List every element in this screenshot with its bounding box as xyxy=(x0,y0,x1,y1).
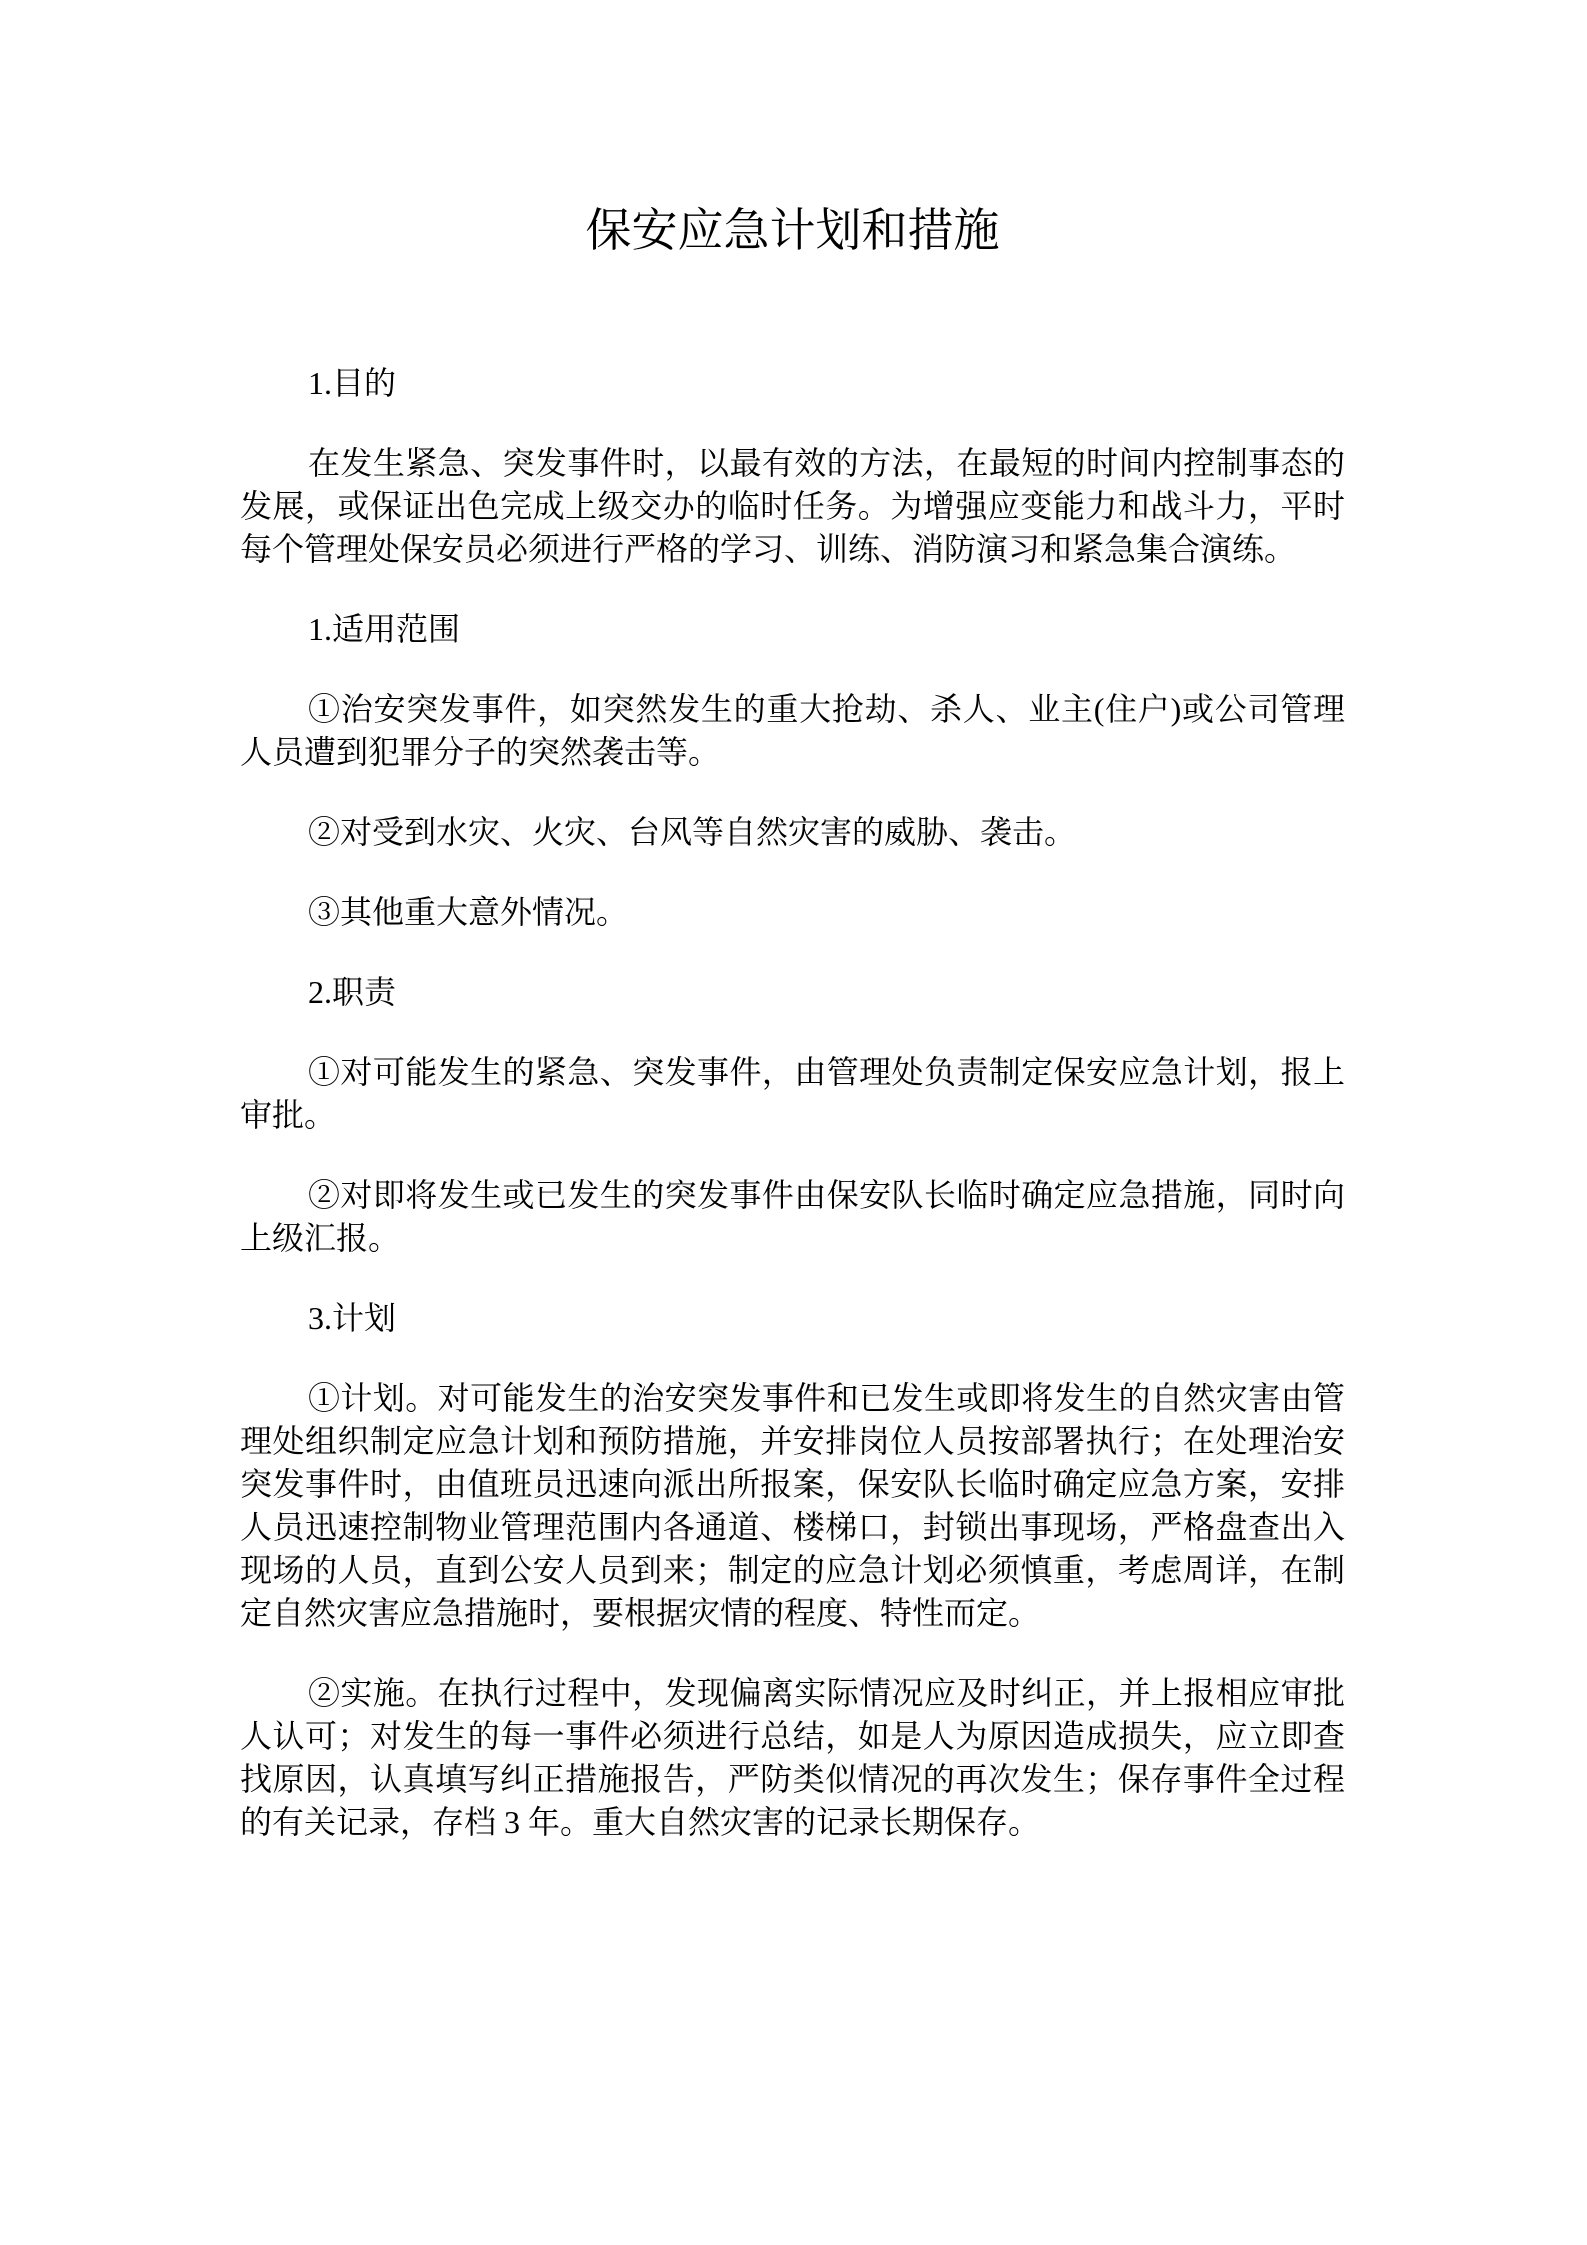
paragraph: ①对可能发生的紧急、突发事件，由管理处负责制定保安应急计划，报上审批。 xyxy=(240,1054,1345,1133)
paragraph: ①计划。对可能发生的治安突发事件和已发生或即将发生的自然灾害由管理处组织制定应急计划和预防措施，并安排岗位人员按部署执行；在处理治安突发事件时，由值班员迅速向派出所报案，保安队长临时确定应急方案，安排人员迅速控制物业管理范围内各通道、楼梯口，封锁出事现场，严格盘查出入现场的人员，直到公安人员到来；制定的应急计划必须慎重，考虑周详，在制定自然灾害应急措施时，要根据灾情的程度、特性而定。 xyxy=(240,1380,1345,1631)
paragraph: 在发生紧急、突发事件时，以最有效的方法，在最短的时间内控制事态的发展，或保证出色完成上级交办的临时任务。为增强应变能力和战斗力，平时每个管理处保安员必须进行严格的学习、训练、消防演习和紧急集合演练。 xyxy=(240,445,1345,567)
paragraph: ③其他重大意外情况。 xyxy=(308,894,629,930)
paragraph: ②实施。在执行过程中，发现偏离实际情况应及时纠正，并上报相应审批人认可；对发生的每一事件必须进行总结，如是人为原因造成损失，应立即查找原因，认真填写纠正措施报告，严防类似情况的再次发生；保存事件全过程的有关记录，存档 3 年。重大自然灾害的记录长期保存。 xyxy=(240,1675,1345,1840)
section-heading: 1.适用范围 xyxy=(308,611,461,647)
section-heading: 3.计划 xyxy=(308,1300,397,1336)
section-heading: 2.职责 xyxy=(308,974,397,1010)
document-title: 保安应急计划和措施 xyxy=(585,205,1000,256)
paragraph: ①治安突发事件，如突然发生的重大抢劫、杀人、业主(住户)或公司管理人员遭到犯罪分子的突然袭击等。 xyxy=(240,691,1345,770)
section-heading: 1.目的 xyxy=(308,365,397,401)
paragraph: ②对即将发生或已发生的突发事件由保安队长临时确定应急措施，同时向上级汇报。 xyxy=(240,1177,1345,1256)
paragraph: ②对受到水灾、火灾、台风等自然灾害的威胁、袭击。 xyxy=(308,814,1077,850)
